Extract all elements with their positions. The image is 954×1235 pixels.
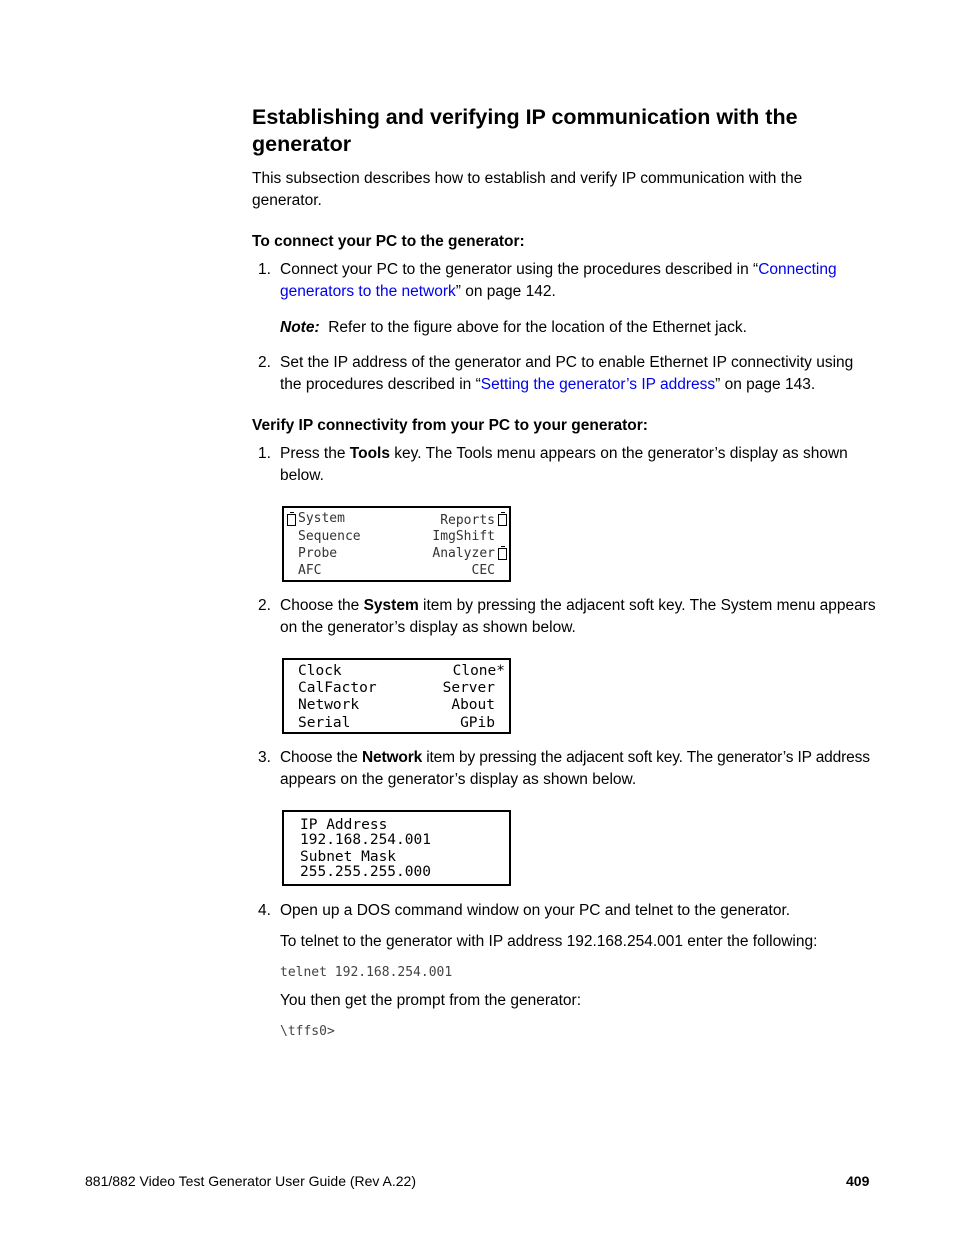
menu-item-afc: AFC (298, 563, 322, 578)
link-connecting-generators-cont[interactable]: generators to the network (280, 283, 456, 300)
step-text: key. The Tools menu appears on the generator’s display as shown (389, 445, 848, 462)
step-number: 1. (258, 445, 271, 462)
subnet-mask-value: 255.255.255.000 (300, 864, 431, 880)
step-text: Choose the (280, 749, 362, 766)
subnet-mask-label: Subnet Mask (300, 849, 397, 865)
prompt-instructions: You then get the prompt from the generator: (280, 992, 582, 1009)
menu-item-imgshift: ImgShift (432, 529, 495, 544)
step-text: ” on page 143. (715, 376, 816, 393)
tools-menu-display (282, 506, 511, 582)
step-number: 3. (258, 749, 271, 766)
menu-item-sequence: Sequence (298, 529, 361, 544)
network-info-display (282, 810, 511, 886)
footer-title: 881/882 Video Test Generator User Guide (Rev A.22) (85, 1173, 417, 1189)
menu-item-server: Server (442, 680, 495, 696)
selection-marker-icon (498, 548, 507, 560)
link-connecting-generators[interactable]: Connecting (758, 261, 837, 278)
key-tools: Tools (349, 445, 390, 462)
subsection-title-verify: Verify IP connectivity from your PC to your generator: (252, 417, 648, 434)
step-number: 4. (258, 902, 271, 919)
menu-item-clock: Clock (298, 663, 342, 679)
connect-step-1 (280, 259, 837, 281)
step-number: 2. (258, 354, 271, 371)
step-text: Choose the (280, 597, 364, 614)
menu-item-reports: Reports (440, 513, 495, 528)
key-system: System (363, 597, 419, 614)
step-number: 2. (258, 597, 271, 614)
menu-item-serial: Serial (298, 715, 351, 731)
step-text: the procedures described in “ (280, 376, 481, 393)
menu-item-calfactor: CalFactor (298, 680, 377, 696)
link-setting-ip-address[interactable]: Setting the generator’s IP address (480, 376, 716, 393)
verify-step-4: Open up a DOS command window on your PC and telnet to the generator. (280, 902, 791, 919)
verify-step-1 (280, 443, 848, 465)
verify-step-1-line2: below. (280, 467, 324, 484)
menu-item-gpib: GPib (460, 715, 495, 731)
page-number: 409 (846, 1173, 870, 1189)
menu-item-clone: Clone* (452, 663, 505, 679)
verify-step-3-line2: appears on the generator’s display as shown below. (280, 771, 637, 788)
key-network: Network (361, 749, 423, 766)
verify-step-2-line2: on the generator’s display as shown below. (280, 619, 576, 636)
connect-step-2-line2 (280, 374, 815, 396)
menu-item-network: Network (298, 697, 360, 713)
note-label: Note: (280, 319, 320, 336)
connect-step-2: Set the IP address of the generator and PC to enable Ethernet IP connectivity using (280, 354, 854, 371)
verify-step-3 (280, 747, 870, 769)
step-text: item by pressing the adjacent soft key. The generator’s IP address (422, 749, 870, 766)
note (280, 317, 747, 339)
connect-step-1-line2 (280, 281, 556, 303)
step-text: item by pressing the adjacent soft key. The System menu appears (418, 597, 876, 614)
subsection-title-connect: To connect your PC to the generator: (252, 233, 525, 250)
selection-marker-icon (498, 514, 507, 526)
selection-marker-icon (287, 514, 296, 526)
menu-item-analyzer: Analyzer (432, 546, 495, 561)
note-text: Refer to the figure above for the location of the Ethernet jack. (328, 319, 747, 336)
menu-item-cec: CEC (471, 563, 495, 578)
telnet-instructions: To telnet to the generator with IP address 192.168.254.001 enter the following: (280, 933, 818, 950)
menu-item-about: About (451, 697, 495, 713)
section-heading: Establishing and verifying IP communication with the generator (252, 105, 798, 156)
menu-item-probe: Probe (298, 546, 338, 561)
telnet-command: telnet 192.168.254.001 (280, 965, 453, 980)
step-number: 1. (258, 261, 271, 278)
menu-item-system: System (298, 511, 345, 526)
system-menu-display (282, 658, 511, 734)
intro-paragraph: This subsection describes how to establish and verify IP communication with the generator. (252, 170, 803, 209)
step-text: Connect your PC to the generator using the procedures described in “ (280, 261, 759, 278)
generator-prompt: \tffs0> (280, 1024, 335, 1039)
step-text: Press the (280, 445, 350, 462)
ip-address-value: 192.168.254.001 (300, 832, 431, 848)
step-text: ” on page 142. (455, 283, 556, 300)
ip-address-label: IP Address (300, 817, 388, 833)
verify-step-2 (280, 595, 876, 617)
